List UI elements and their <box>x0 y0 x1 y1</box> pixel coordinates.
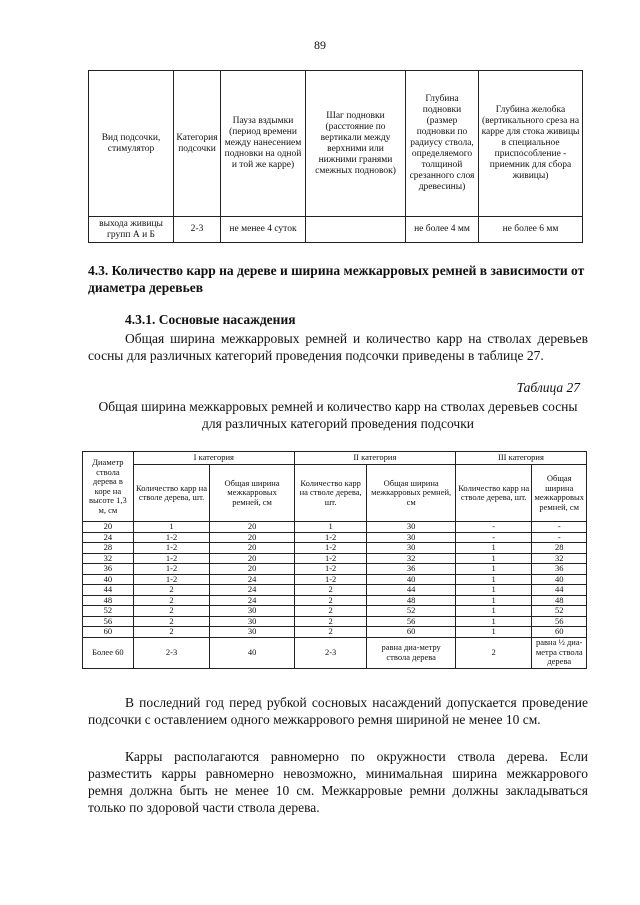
t1-header-pause: Пауза вздымки (период времени между нанесением подновки на одной и той же карре) <box>221 71 306 217</box>
t27-cell: 1 <box>455 616 532 627</box>
t27-cell: 20 <box>210 564 295 575</box>
t27-cell: 1 <box>294 522 367 533</box>
t1-cell: выхода живицы групп А и Б <box>89 217 174 243</box>
t1-cell: не менее 4 суток <box>221 217 306 243</box>
t27-cell: 2 <box>294 616 367 627</box>
t27-cell: 52 <box>367 606 455 617</box>
table-row <box>83 522 587 533</box>
t27-cell: 1-2 <box>133 574 210 585</box>
t27-cell: 20 <box>210 553 295 564</box>
t27-cell: 44 <box>367 585 455 596</box>
t27-cell: 1-2 <box>133 532 210 543</box>
t27-cell: 1-2 <box>294 574 367 585</box>
t27-cell: 60 <box>83 627 134 638</box>
table-row <box>83 553 587 564</box>
t1-header-depth: Глубина подновки (размер подновки по радиусу ствола, определяемого толщиной срезанного слоя древесины) <box>406 71 479 217</box>
t27-cell: 1-2 <box>133 564 210 575</box>
t27-cell: 30 <box>367 522 455 533</box>
t1-cell: не более 4 мм <box>406 217 479 243</box>
t27-cell: 60 <box>367 627 455 638</box>
t27-cell: 1-2 <box>294 553 367 564</box>
page-number: 89 <box>314 38 326 52</box>
t1-header-category: Категория подсочки <box>174 71 221 217</box>
t27-cell: 1-2 <box>294 532 367 543</box>
paragraph-intro: Общая ширина межкарровых ремней и количество карр на стволах деревьев сосны для различных категорий проведения подсочки приведены в таблице 27. <box>88 331 588 363</box>
t27-cell: 1 <box>455 553 532 564</box>
t27-cell: 40 <box>210 637 295 668</box>
t27-header-cat3: III категория <box>455 452 586 465</box>
table-row <box>83 627 587 638</box>
t27-cell: 36 <box>532 564 587 575</box>
table-row <box>83 616 587 627</box>
t27-cell: 52 <box>83 606 134 617</box>
t27-cell: 48 <box>367 595 455 606</box>
t27-cell: Более 60 <box>83 637 134 668</box>
table-row <box>83 532 587 543</box>
t27-cell: 1 <box>455 585 532 596</box>
paragraph-last-year: В последний год перед рубкой сосновых насаждений допускается проведение подсочки с оставлением одного межкаррового ремня шириной не менее 10 см. <box>88 695 588 727</box>
t27-cell: 2-3 <box>294 637 367 668</box>
table-row <box>83 585 587 596</box>
t1-header-groove: Глубина желобка (вертикального среза на карре для стока живицы в специальное приспособление - приемник для сбора живицы) <box>479 71 583 217</box>
t27-cell: 1 <box>455 574 532 585</box>
t27-header-cat1: I категория <box>133 452 294 465</box>
t27-cell: 2 <box>294 606 367 617</box>
t27-cell: равна ½ диа-метра ствола дерева <box>532 637 587 668</box>
table-row <box>83 564 587 575</box>
table-row <box>83 543 587 554</box>
t27-cell: 44 <box>83 585 134 596</box>
t27-header-diameter: Диаметр ствола дерева в коре на высоте 1,3 м, см <box>83 452 134 522</box>
t27-cell: 48 <box>532 595 587 606</box>
t27-cell: 28 <box>532 543 587 554</box>
t27-sub-width: Общая ширина межкарровых ремней, см <box>367 465 455 522</box>
t27-cell: 30 <box>367 532 455 543</box>
t27-cell: 1-2 <box>294 564 367 575</box>
t27-sub-count: Количество карр на стволе дерева, шт. <box>455 465 532 522</box>
t27-cell: 2 <box>133 595 210 606</box>
t27-cell: 30 <box>210 627 295 638</box>
table27-label: Таблица 27 <box>516 380 580 395</box>
table-row <box>89 217 583 243</box>
paragraph-placement: Карры располагаются равномерно по окружности ствола дерева. Если разместить карры равномерно невозможно, минимальная ширина межкаррового ремня должна быть не менее 10 см. Межкарровые ремни должны закладываться только по здоровой части ствола дерева. <box>88 749 588 815</box>
t27-cell: равна диа-метру ствола дерева <box>367 637 455 668</box>
t27-cell: 1 <box>455 543 532 554</box>
table27-caption: Общая ширина межкарровых ремней и количество карр на стволах деревьев сосны для различных категорий проведения подсочки <box>98 399 578 431</box>
t1-cell <box>306 217 406 243</box>
t27-cell: 24 <box>210 595 295 606</box>
t27-cell: 2 <box>133 585 210 596</box>
t27-cell: 36 <box>367 564 455 575</box>
t27-cell: - <box>532 532 587 543</box>
t27-cell: 2 <box>133 616 210 627</box>
t27-cell: 2 <box>455 637 532 668</box>
t27-cell: - <box>455 522 532 533</box>
t27-cell: 28 <box>83 543 134 554</box>
t27-cell: 20 <box>210 522 295 533</box>
t1-header-type: Вид подсочки, стимулятор <box>89 71 174 217</box>
t27-cell: 52 <box>532 606 587 617</box>
table-row <box>83 595 587 606</box>
section-heading-4-3: 4.3. Количество карр на дереве и ширина межкарровых ремней в зависимости от диаметра деревьев <box>88 263 585 295</box>
t27-cell: 1-2 <box>133 543 210 554</box>
t27-cell: 40 <box>83 574 134 585</box>
table-27 <box>82 451 587 669</box>
t27-cell: 2 <box>133 627 210 638</box>
t27-cell: 30 <box>210 616 295 627</box>
table-row <box>83 606 587 617</box>
t27-cell: 30 <box>210 606 295 617</box>
t27-cell: 44 <box>532 585 587 596</box>
t27-cell: 24 <box>83 532 134 543</box>
t27-cell: 24 <box>210 585 295 596</box>
t27-cell: 1 <box>455 627 532 638</box>
t27-cell: 60 <box>532 627 587 638</box>
t27-cell: 32 <box>532 553 587 564</box>
t27-sub-count: Количество карр на стволе дерева, шт. <box>294 465 367 522</box>
t27-cell: 1-2 <box>294 543 367 554</box>
t27-cell: 2-3 <box>133 637 210 668</box>
t1-cell: не более 6 мм <box>479 217 583 243</box>
t27-header-cat2: II категория <box>294 452 455 465</box>
t1-cell: 2-3 <box>174 217 221 243</box>
t27-sub-width: Общая ширина межкарровых ремней, см <box>210 465 295 522</box>
t27-cell: 30 <box>367 543 455 554</box>
t27-cell: 20 <box>83 522 134 533</box>
t27-cell: 36 <box>83 564 134 575</box>
t27-cell: 2 <box>294 585 367 596</box>
t27-cell: 2 <box>294 595 367 606</box>
t27-cell: 56 <box>532 616 587 627</box>
t27-cell: 24 <box>210 574 295 585</box>
t1-header-step: Шаг подновки (расстояние по вертикали между верхними или нижними гранями смежных подновок) <box>306 71 406 217</box>
t27-sub-count: Количество карр на стволе дерева, шт. <box>133 465 210 522</box>
t27-cell: 2 <box>294 627 367 638</box>
t27-cell: 20 <box>210 543 295 554</box>
t27-cell: 1 <box>455 564 532 575</box>
t27-cell: 1 <box>455 606 532 617</box>
t27-cell: 56 <box>83 616 134 627</box>
t27-cell: 32 <box>83 553 134 564</box>
t27-cell: - <box>532 522 587 533</box>
t27-sub-width: Общая ширина межкарровых ремней, см <box>532 465 587 522</box>
table-row <box>83 574 587 585</box>
t27-cell: 40 <box>532 574 587 585</box>
table-row <box>83 637 587 668</box>
t27-cell: 48 <box>83 595 134 606</box>
t27-cell: 1-2 <box>133 553 210 564</box>
t27-cell: 1 <box>133 522 210 533</box>
t27-cell: 40 <box>367 574 455 585</box>
t27-cell: 2 <box>133 606 210 617</box>
t27-cell: 32 <box>367 553 455 564</box>
t27-cell: - <box>455 532 532 543</box>
t27-cell: 20 <box>210 532 295 543</box>
t27-cell: 56 <box>367 616 455 627</box>
t27-cell: 1 <box>455 595 532 606</box>
subtapping-parameters-table <box>88 70 583 243</box>
section-heading-4-3-1: 4.3.1. Сосновые насаждения <box>125 312 296 327</box>
